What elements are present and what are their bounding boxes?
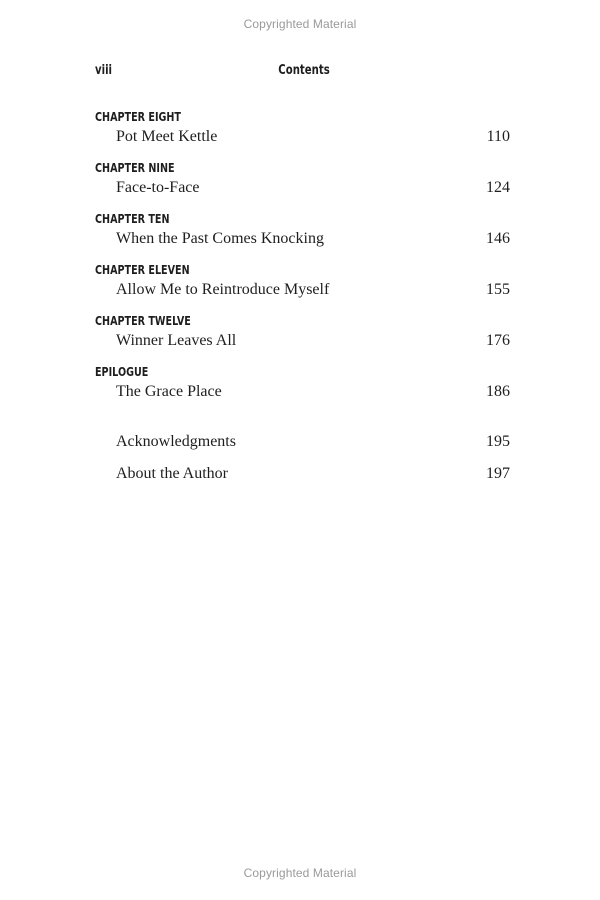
- back-matter-title: About the Author: [116, 465, 228, 482]
- chapter-page-number: 110: [486, 128, 510, 145]
- back-matter-page-number: 197: [486, 465, 510, 482]
- toc-entry-chapter-ten[interactable]: [95, 210, 510, 250]
- toc-entry-chapter-eleven[interactable]: [95, 261, 510, 301]
- chapter-label: CHAPTER ELEVEN: [95, 263, 190, 277]
- chapter-label: CHAPTER TWELVE: [95, 314, 191, 328]
- toc-entry-acknowledgments[interactable]: [95, 431, 510, 453]
- toc-entry-chapter-eight[interactable]: [95, 108, 510, 148]
- chapter-title: Pot Meet Kettle: [116, 128, 218, 145]
- chapter-label: EPILOGUE: [95, 365, 149, 379]
- back-matter-list: [95, 431, 510, 485]
- chapter-page-number: 176: [486, 332, 510, 349]
- chapter-page-number: 186: [486, 383, 510, 400]
- chapter-label: CHAPTER NINE: [95, 161, 175, 175]
- chapter-title: The Grace Place: [116, 383, 222, 400]
- chapter-page-number: 146: [486, 230, 510, 247]
- back-matter-page-number: 195: [486, 433, 510, 450]
- table-of-contents: [95, 108, 510, 403]
- toc-entry-chapter-twelve[interactable]: [95, 312, 510, 352]
- page-number: viii: [95, 63, 113, 78]
- chapter-page-number: 124: [486, 179, 510, 196]
- chapter-label: CHAPTER TEN: [95, 212, 170, 226]
- copyright-watermark-bottom: Copyrighted Material: [243, 866, 357, 880]
- chapter-title: Face-to-Face: [116, 179, 200, 196]
- running-head: [95, 63, 419, 83]
- chapter-page-number: 155: [486, 281, 510, 298]
- page-title: Contents: [278, 63, 330, 78]
- toc-entry-epilogue[interactable]: [95, 363, 510, 403]
- chapter-title: Allow Me to Reintroduce Myself: [116, 281, 330, 298]
- chapter-label: CHAPTER EIGHT: [95, 110, 181, 124]
- toc-entry-about-the-author[interactable]: [95, 463, 510, 485]
- chapter-title: When the Past Comes Knocking: [116, 230, 324, 247]
- chapter-title: Winner Leaves All: [116, 332, 237, 349]
- copyright-watermark-top: Copyrighted Material: [243, 17, 357, 31]
- back-matter-title: Acknowledgments: [116, 433, 236, 450]
- toc-entry-chapter-nine[interactable]: [95, 159, 510, 199]
